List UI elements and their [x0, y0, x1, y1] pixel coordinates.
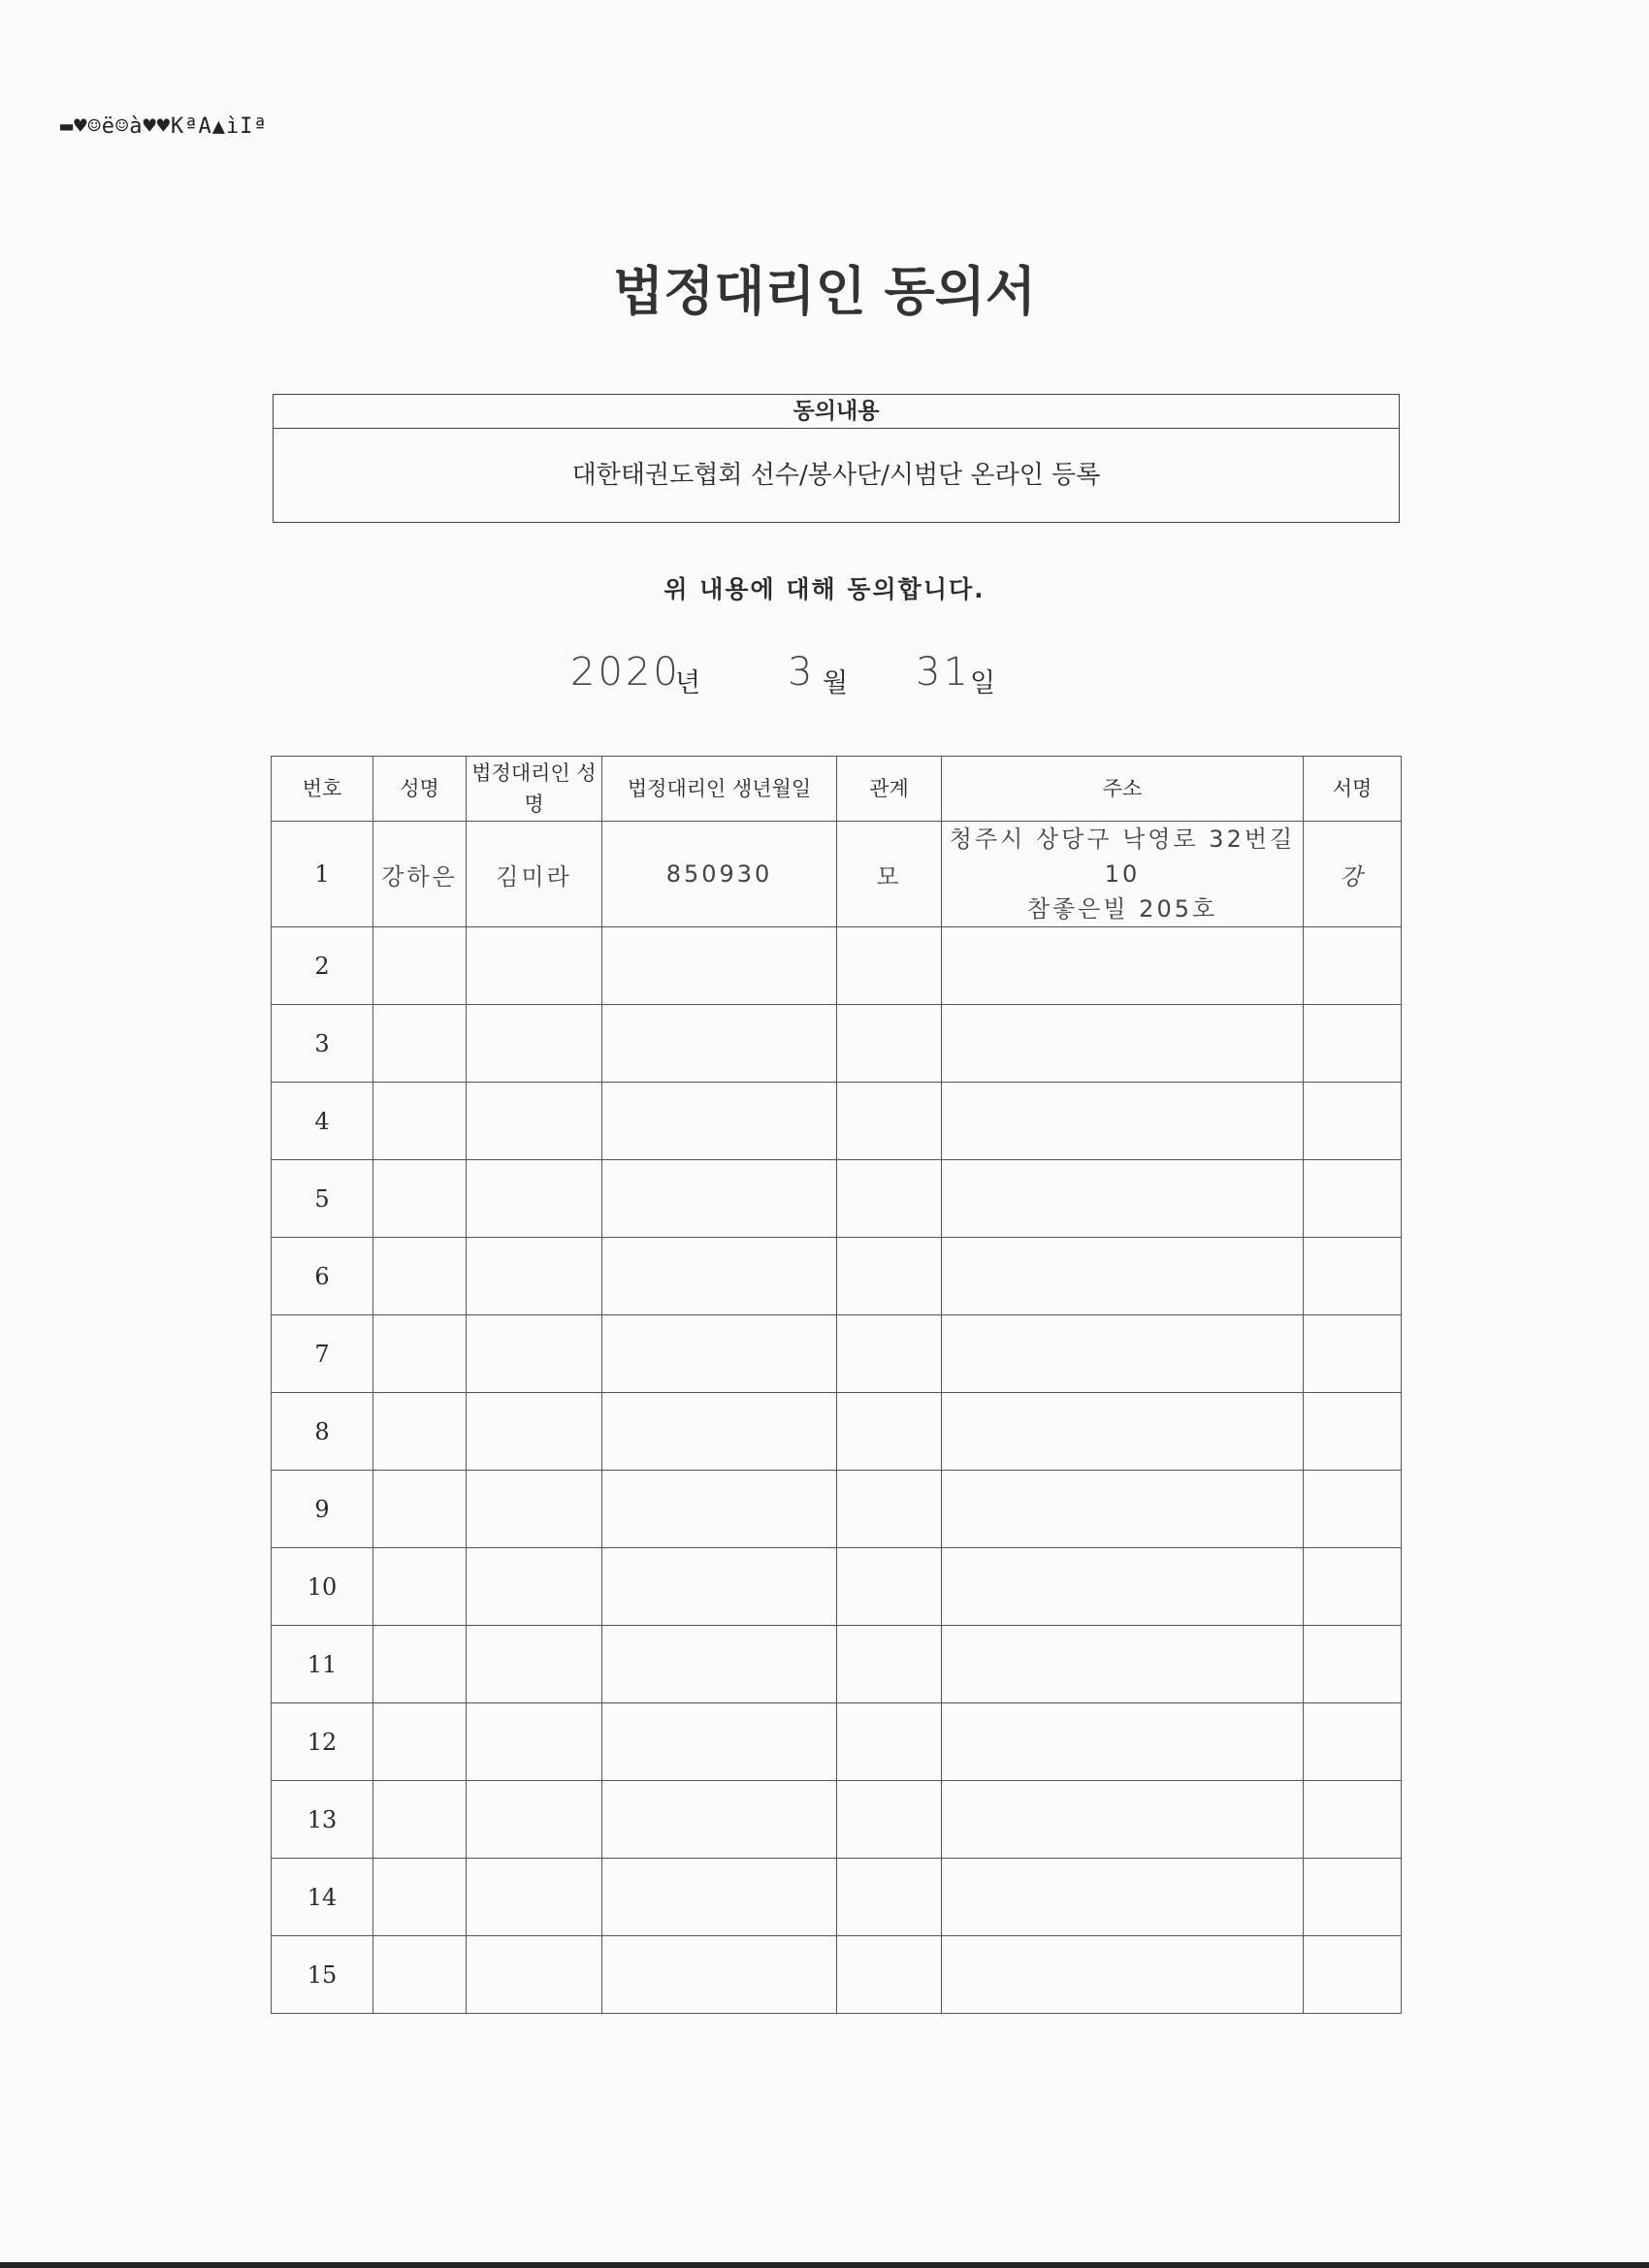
- address-cell: [942, 1083, 1304, 1160]
- table-row: [272, 1703, 1402, 1781]
- row-number-cell: 1: [272, 822, 373, 927]
- consent-content-label: 동의내용: [274, 395, 1399, 429]
- table-body: [272, 822, 1402, 2014]
- row-number-cell: 9: [272, 1471, 373, 1548]
- guardian-name-cell: [467, 1160, 602, 1238]
- header-no: 번호: [272, 757, 373, 822]
- header-guardian-name: 법정대리인 성명: [467, 757, 602, 822]
- guardian-dob-cell: [602, 1703, 837, 1781]
- signature-cell: [1304, 1703, 1402, 1781]
- signature-cell: [1304, 1859, 1402, 1936]
- table-header-row: [272, 757, 1402, 822]
- address-cell: [942, 1936, 1304, 2014]
- name-cell: [373, 1005, 467, 1083]
- guardian-dob-cell: [602, 1626, 837, 1703]
- address-cell: [942, 1859, 1304, 1936]
- name-cell: [373, 1238, 467, 1315]
- consent-content-box: [273, 394, 1400, 523]
- address-cell: [942, 1781, 1304, 1859]
- guardian-name-cell: [467, 1083, 602, 1160]
- guardian-dob-cell: [602, 1781, 837, 1859]
- relation-cell: [837, 1703, 942, 1781]
- row-number-cell: 3: [272, 1005, 373, 1083]
- guardian-name-cell: [467, 1238, 602, 1315]
- table-row: [272, 1083, 1402, 1160]
- relation-cell: [837, 1548, 942, 1626]
- relation-cell: [837, 1626, 942, 1703]
- corner-mark: ▬♥☺ë☺à♥♥KªA▲ìIª: [60, 114, 268, 139]
- agreement-statement: 위 내용에 대해 동의합니다.: [663, 575, 986, 603]
- name-cell: [373, 1781, 467, 1859]
- guardian-name-cell: [467, 1548, 602, 1626]
- guardian-name-cell: [467, 1315, 602, 1393]
- relation-cell: [837, 1238, 942, 1315]
- name-cell: [373, 1703, 467, 1781]
- address-cell: [942, 1315, 1304, 1393]
- name-cell: [373, 1160, 467, 1238]
- address-line-2: 참좋은빌 205호: [1026, 895, 1218, 923]
- guardian-dob-cell: [602, 1315, 837, 1393]
- guardian-name-cell: [467, 1781, 602, 1859]
- row-number-cell: 4: [272, 1083, 373, 1160]
- table-row: [272, 1005, 1402, 1083]
- name-cell: 강하은: [373, 822, 467, 927]
- signature-cell: [1304, 1393, 1402, 1471]
- name-cell: [373, 1859, 467, 1936]
- signature-cell: [1304, 927, 1402, 1005]
- signature-cell: [1304, 1238, 1402, 1315]
- row-number-cell: 7: [272, 1315, 373, 1393]
- signature-cell: [1304, 1471, 1402, 1548]
- row-number-cell: 5: [272, 1160, 373, 1238]
- relation-cell: [837, 1005, 942, 1083]
- header-name: 성명: [373, 757, 467, 822]
- guardian-dob-cell: [602, 1859, 837, 1936]
- table-row: [272, 927, 1402, 1005]
- date-day-unit: 일: [970, 668, 996, 698]
- row-number-cell: 10: [272, 1548, 373, 1626]
- signature-cell: [1304, 1005, 1402, 1083]
- name-cell: [373, 1315, 467, 1393]
- guardian-dob-cell: [602, 1393, 837, 1471]
- table-row: [272, 1238, 1402, 1315]
- address-cell: [942, 1160, 1304, 1238]
- guardian-dob-cell: [602, 1471, 837, 1548]
- table-row: [272, 1936, 1402, 2014]
- relation-cell: [837, 1471, 942, 1548]
- address-line-1: 청주시 상당구 낙영로 32번길10: [949, 826, 1296, 888]
- scan-bottom-edge: [0, 2262, 1649, 2268]
- table-row: [272, 1859, 1402, 1936]
- table-row: [272, 1781, 1402, 1859]
- guardian-dob-cell: [602, 1005, 837, 1083]
- date-month-unit: 월: [823, 668, 849, 698]
- address-cell: [942, 822, 1304, 927]
- date-month: 3: [788, 650, 816, 695]
- row-number-cell: 2: [272, 927, 373, 1005]
- address-cell: [942, 927, 1304, 1005]
- guardian-name-cell: [467, 1859, 602, 1936]
- row-number-cell: 12: [272, 1703, 373, 1781]
- guardian-dob-cell: [602, 927, 837, 1005]
- row-number-cell: 6: [272, 1238, 373, 1315]
- table-row: [272, 1393, 1402, 1471]
- table-row: [272, 822, 1402, 927]
- signature-cell: [1304, 1315, 1402, 1393]
- table-row: [272, 1315, 1402, 1393]
- name-cell: [373, 1548, 467, 1626]
- name-cell: [373, 1626, 467, 1703]
- name-cell: [373, 927, 467, 1005]
- guardian-dob-cell: [602, 1083, 837, 1160]
- address-cell: [942, 1393, 1304, 1471]
- relation-cell: [837, 927, 942, 1005]
- table-row: [272, 1471, 1402, 1548]
- guardian-name-cell: [467, 1005, 602, 1083]
- guardian-dob-cell: [602, 1238, 837, 1315]
- address-cell: [942, 1548, 1304, 1626]
- row-number-cell: 8: [272, 1393, 373, 1471]
- relation-cell: [837, 1936, 942, 2014]
- name-cell: [373, 1393, 467, 1471]
- guardian-name-cell: [467, 1703, 602, 1781]
- name-cell: [373, 1083, 467, 1160]
- date-line: [0, 650, 1649, 708]
- row-number-cell: 15: [272, 1936, 373, 2014]
- row-number-cell: 11: [272, 1626, 373, 1703]
- signature-cell: [1304, 1160, 1402, 1238]
- guardian-dob-cell: [602, 1936, 837, 2014]
- header-relation: 관계: [837, 757, 942, 822]
- guardian-dob-cell: [602, 1548, 837, 1626]
- signature-cell: [1304, 1781, 1402, 1859]
- address-cell: [942, 1626, 1304, 1703]
- relation-cell: [837, 1393, 942, 1471]
- guardian-name-cell: [467, 1626, 602, 1703]
- document-title: 법정대리인 동의서: [612, 261, 1037, 322]
- address-cell: [942, 1005, 1304, 1083]
- relation-cell: [837, 1160, 942, 1238]
- table-row: [272, 1160, 1402, 1238]
- guardian-name-cell: [467, 1393, 602, 1471]
- guardian-dob-cell: 850930: [602, 822, 837, 927]
- relation-cell: [837, 1315, 942, 1393]
- address-cell: [942, 1703, 1304, 1781]
- signature-cell: [1304, 1548, 1402, 1626]
- guardian-name-cell: [467, 1936, 602, 2014]
- relation-cell: [837, 1781, 942, 1859]
- table-row: [272, 1548, 1402, 1626]
- date-year-unit: 년: [675, 668, 701, 698]
- signature-cell: [1304, 1626, 1402, 1703]
- signature-cell: [1304, 1936, 1402, 2014]
- guardian-consent-table: [271, 756, 1402, 2014]
- relation-cell: 모: [837, 822, 942, 927]
- table-row: [272, 1626, 1402, 1703]
- row-number-cell: 13: [272, 1781, 373, 1859]
- guardian-dob-cell: [602, 1160, 837, 1238]
- header-signature: 서명: [1304, 757, 1402, 822]
- header-guardian-dob: 법정대리인 생년월일: [602, 757, 837, 822]
- date-day: 31: [916, 650, 971, 695]
- signature-cell: [1304, 1083, 1402, 1160]
- name-cell: [373, 1471, 467, 1548]
- date-year: 2020: [570, 650, 681, 695]
- relation-cell: [837, 1859, 942, 1936]
- signature-cell: 강: [1304, 822, 1402, 927]
- header-address: 주소: [942, 757, 1304, 822]
- consent-content-text: 대한태권도협회 선수/봉사단/시범단 온라인 등록: [571, 461, 1101, 490]
- guardian-name-cell: [467, 1471, 602, 1548]
- guardian-name-cell: [467, 927, 602, 1005]
- relation-cell: [837, 1083, 942, 1160]
- name-cell: [373, 1936, 467, 2014]
- address-cell: [942, 1238, 1304, 1315]
- row-number-cell: 14: [272, 1859, 373, 1936]
- guardian-name-cell: 김미라: [467, 822, 602, 927]
- address-cell: [942, 1471, 1304, 1548]
